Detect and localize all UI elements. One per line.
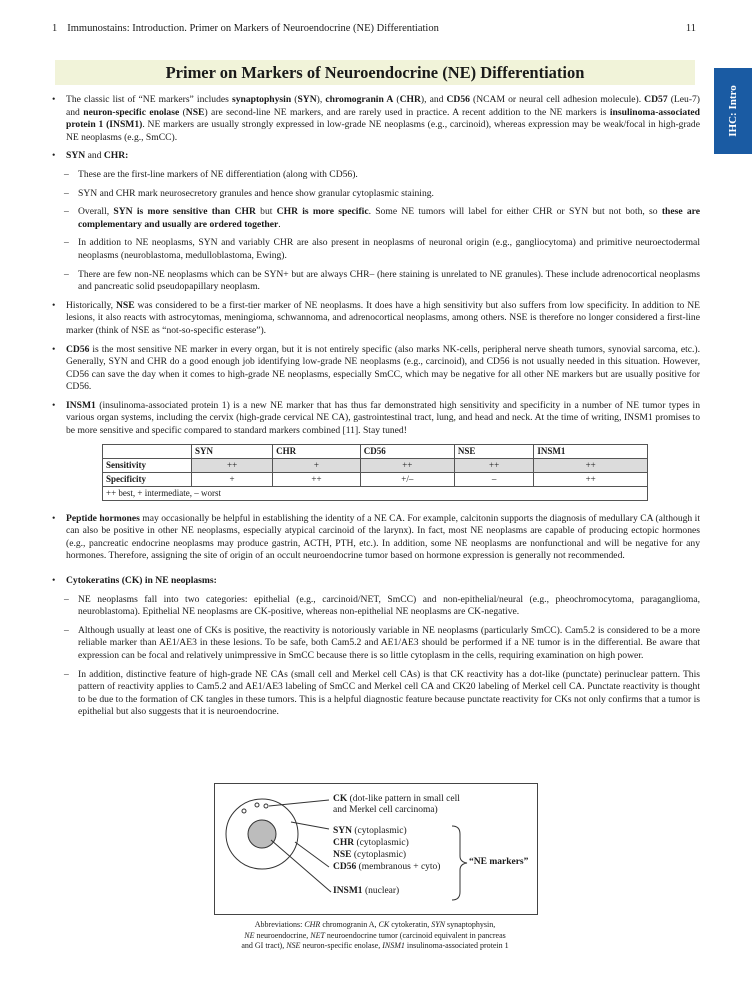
table-cell: ++ <box>534 458 648 472</box>
dash-punctate: – In addition, distinctive feature of high-grade NE CAs (small cell and Merkel cell CAs) is that CK reactivity has a dot-like (punctate) perinuclear pattern. This pattern of reactivity applies to Cam5.2 and AE1/AE3 labeling of SmCC and Merkel cell CA and CK20 labeling of Merkel cell CA. Punctate reactivity is thought to be due to the formation of CK tangles in these tumors. This is a helpful diagnostic feature because punctate reactivity for CKs not only confirms that a tumor is epithelial but also suggests that it is neuroendocrine. <box>52 669 700 719</box>
bullet-ne-markers: • The classic list of “NE markers” includes synaptophysin (SYN), chromogranin A (CHR), and CD56 (NCAM or neural cell adhesion molecule). CD57 (Leu-7) and neuron-specific enolase (NSE) are second-line NE markers, and are rarely used in practice. A recent addition to the NE markers is insulinoma-associated protein 1 (INSM1). NE markers are usually strongly expressed in low-grade NE neoplasms (e.g., carcinoid), whereas expression may be weak/focal in high-grade NE neoplasms (e.g., SmCC). <box>52 94 700 144</box>
marker-table <box>102 444 648 501</box>
table-cell: + <box>192 472 273 486</box>
bullet-cd56: • CD56 is the most sensitive NE marker in every organ, but it is not entirely specific (also marks NK-cells, peripheral nerve sheath tumors, synovial sarcoma, etc.). Generally, SYN and CHR do a good enough job identifying low-grade NE neoplasms (e.g., carcinoid), and CD56 is not usually needed in this situation. However, CD56 can save the day when it comes to high-grade NE neoplasms, especially SmCC, which may be negative for all other NE markers but are usually positive for CD56. <box>52 344 700 394</box>
table-cell: ++ <box>192 458 273 472</box>
table-cell: ++ <box>454 458 534 472</box>
ck-dot <box>264 804 268 808</box>
ck-dot <box>242 809 246 813</box>
cd56-pointer <box>295 842 329 867</box>
side-tab <box>714 68 752 154</box>
nse-label: NSE (cytoplasmic) <box>333 850 407 860</box>
dash-non-ne: – There are few non-NE neoplasms which can be SYN+ but are always CHR– (here staining is unrelated to NE granules). These include adrenocortical neoplasms and pancreatic solid pseudopapillary neoplasm. <box>52 269 700 294</box>
ne-markers-label: “NE markers” <box>469 857 529 867</box>
ne-markers-brace <box>452 826 467 900</box>
page-number-left: 1 <box>52 23 58 34</box>
table-header-cell: NSE <box>454 444 534 458</box>
dash-epithelial: – NE neoplasms fall into two categories: epithelial (e.g., carcinoid/NET, SmCC) and non-epithelial/neural (e.g., pheochromocytoma, paraganglioma, neuroblastoma). Epithelial NE neoplasms are CK-positive, whereas non-epithelial NE neoplasms are CK-negative. <box>52 594 700 619</box>
row-label: Sensitivity <box>103 458 192 472</box>
table-row <box>103 472 648 486</box>
table-cell: + <box>273 458 361 472</box>
table-header-cell: CD56 <box>360 444 454 458</box>
table-header-cell: SYN <box>192 444 273 458</box>
row-label: Specificity <box>103 472 192 486</box>
dash-first-line: – These are the first-line markers of NE differentiation (along with CD56). <box>52 169 700 182</box>
dash-sensitivity: – Overall, SYN is more sensitive than CHR but CHR is more specific. Some NE tumors will label for either CHR or SYN but not both, so these are complementary and usually are ordered together. <box>52 206 700 231</box>
running-header <box>52 23 696 39</box>
dash-neuronal: – In addition to NE neoplasms, SYN and variably CHR are also present in neoplasms of neuronal origin (e.g., gangliocytoma) and primitive neuroectodermal neoplasms (neuroblastoma, medulloblastoma, Ewing). <box>52 237 700 262</box>
dash-granules: – SYN and CHR mark neurosecretory granules and hence show granular cytoplasmic staining. <box>52 188 700 201</box>
bullet-insm1: • INSM1 (insulinoma-associated protein 1) is a new NE marker that has thus far demonstrated high sensitivity and specificity in a number of NE tumor types in various organ systems, including the cervix (high-grade cervical NE CA), gastrointestinal tract, lung, and head and neck. At the time of writing, INSM1 promises to be more sensitive and specific compared to standard markers combined [11]. Stay tuned! <box>52 400 700 438</box>
table-legend-row <box>103 486 648 500</box>
table-header-cell: INSM1 <box>534 444 648 458</box>
cd56-label: CD56 (membranous + cyto) <box>333 862 441 872</box>
table-cell: ++ <box>534 472 648 486</box>
main-content <box>52 94 700 725</box>
diagram-caption: Abbreviations: CHR chromogranin A, CK cytokeratin, SYN synaptophysin, NE neuroendocrine, NET neuroendocrine tumor (carcinoid equivalent in pancreas and GI tract), NSE neuron-specific enolase, INSM1 insulinoma-associated protein 1 <box>241 920 509 950</box>
side-tab-label: IHC: Intro <box>727 85 739 137</box>
nucleus <box>248 820 276 848</box>
page-number-right: 11 <box>685 23 696 34</box>
table-header-cell <box>103 444 192 458</box>
bullet-syn-chr: • SYN and CHR: <box>52 150 700 163</box>
syn-label: SYN (cytoplasmic) <box>333 826 407 836</box>
bullet-peptide-hormones: • Peptide hormones may occasionally be helpful in establishing the identity of a NE CA. For example, calcitonin supports the diagnosis of medullary CA (although it can also be positive in other NE neoplasms, especially atypical carcinoid of the larynx). In fact, most NE neoplasms are capable of producing ectopic hormones (e.g., pancreatic endocrine neoplasms may produce gastrin, ACTH, PTH, etc.). In addition, some NE neoplasms are nonfunctional and will be negative for any hormones. Therefore, assigning the site of origin of an occult neuroendocrine tumor based on hormone expression is generally not recommended. <box>52 513 700 563</box>
table-cell: ++ <box>273 472 361 486</box>
cell-diagram <box>214 783 538 915</box>
insm1-pointer <box>271 840 331 892</box>
table-cell: +/– <box>360 472 454 486</box>
table-header-row <box>103 444 648 458</box>
chr-label: CHR (cytoplasmic) <box>333 838 409 848</box>
dash-variable: – Although usually at least one of CKs is positive, the reactivity is notoriously variable in NE neoplasms (particularly SmCC). Cam5.2 is considered to be a more reliable marker than AE1/AE3 in these lesions. To be safe, both Cam5.2 and AE1/AE3 should be performed if a NE tumor is in the differential. Be aware that expression can be focal and relatively unimpressive in SmCC because there is so little cytoplasm in the cells, requiring examination on high power. <box>52 625 700 663</box>
table-header-cell: CHR <box>273 444 361 458</box>
bullet-nse: • Historically, NSE was considered to be a first-tier marker of NE neoplasms. It does have a high sensitivity but also suffers from low specificity. In addition to NE lesions, it also reacts with astrocytomas, meningioma, schwannoma, and adrenocortical neoplasms, among others. NSE is therefore no longer considered a first-line marker (think of NSE as “not-so-specific esterase”). <box>52 300 700 338</box>
running-title: Immunostains: Introduction. Primer on Markers of Neuroendocrine (NE) Differentiation <box>67 23 439 34</box>
page-title: Primer on Markers of Neuroendocrine (NE) Differentiation <box>165 63 585 82</box>
ck-label: CK (dot-like pattern in small cell and Merkel cell carcinoma) <box>333 794 460 815</box>
ck-dot <box>255 803 259 807</box>
table-cell: ++ <box>360 458 454 472</box>
table-cell: – <box>454 472 534 486</box>
insm1-label: INSM1 (nuclear) <box>333 886 400 896</box>
bullet-cytokeratins: • Cytokeratins (CK) in NE neoplasms: <box>52 575 700 588</box>
table-row <box>103 458 648 472</box>
table-legend: ++ best, + intermediate, – worst <box>103 486 648 500</box>
